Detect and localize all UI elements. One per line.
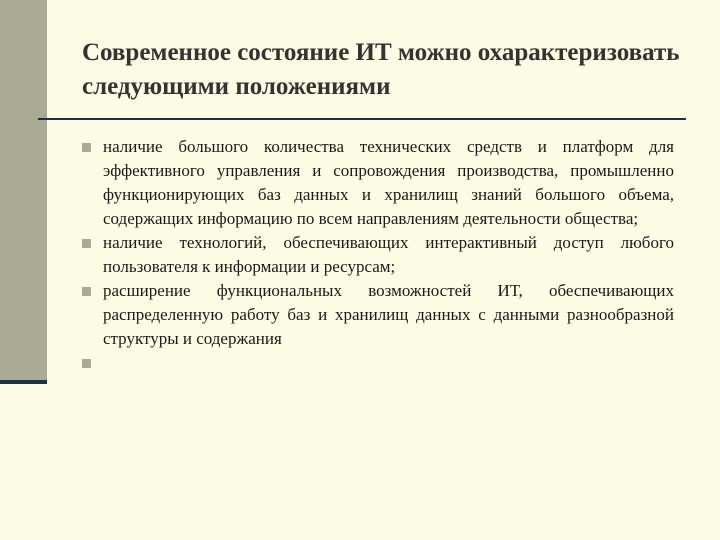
bullet-text: наличие большого количества технических средств и платформ для эффективного управления и сопровождения производства, промышленно функционирующих баз данных и хранилищ знаний большого объема, содержащих информацию по всем направлениям деятельности общества;	[103, 137, 674, 228]
square-bullet-icon	[82, 239, 91, 248]
square-bullet-icon	[82, 287, 91, 296]
list-item	[82, 279, 674, 351]
list-item	[82, 231, 674, 279]
bullet-text: наличие технологий, обеспечивающих интерактивный доступ любого пользователя к информации и ресурсам;	[103, 233, 674, 276]
list-item	[82, 135, 674, 231]
bullet-list	[82, 135, 674, 375]
square-bullet-icon	[82, 143, 91, 152]
square-bullet-icon	[82, 359, 91, 368]
bullet-text: расширение функциональных возможностей ИТ, обеспечивающих распределенную работу баз и хранилищ данных с данными разнообразной структуры и содержания	[103, 281, 674, 348]
slide-title: Современное состояние ИТ можно охарактеризовать следующими положениями	[82, 39, 680, 100]
list-item-empty	[82, 351, 674, 375]
title-divider	[38, 118, 686, 120]
side-accent-bar	[0, 0, 47, 382]
side-accent-rule	[0, 380, 47, 384]
